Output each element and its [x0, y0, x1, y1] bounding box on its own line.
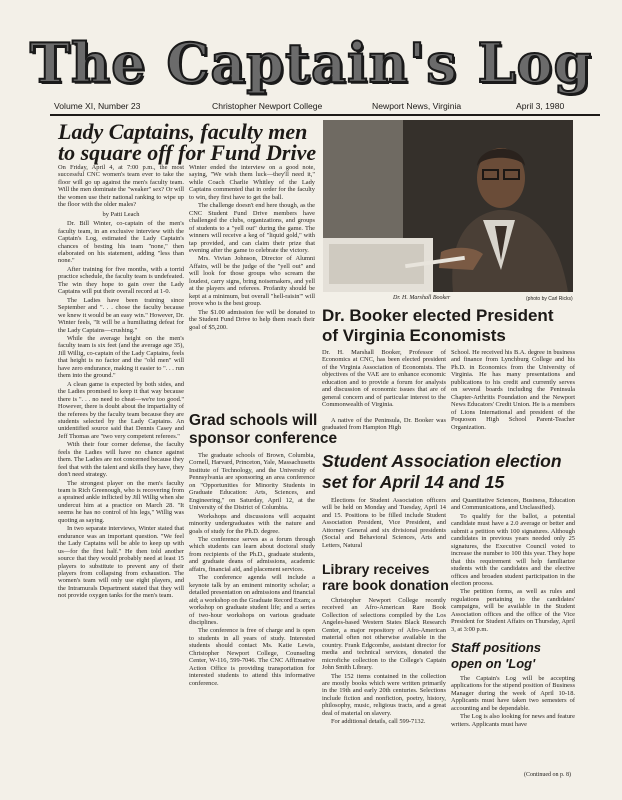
staff-body — [451, 675, 575, 771]
paragraph: With their four corner defense, the faculty feels the Ladies will have no chance against them. The Ladies are not concerned because they feel that with the talent and skills they have, they don't need strategy. — [58, 441, 184, 479]
paragraph: Winter ended the interview on a good note, saying, "We wish them luck—they'll need it," while Coach Charlie Whitley of the Lady Captains commented that in order for the faculty to win, they first have to get the ball. — [189, 164, 315, 201]
election-col-2 — [451, 497, 575, 639]
staff-headline-2: open on 'Log' — [451, 656, 536, 671]
paragraph: The 152 items contained in the collection are mostly books which were written primarily in the 19th and early 20th centuries. Selections include fiction and nonfiction, poetry, history, philosophy, music, religious tracts, and a great deal of material on slavery. — [322, 672, 446, 717]
paragraph: A clean game is expected by both sides, and the Ladies promised to keep it that way because there is ". . . no need to cheat—we're too good." However, there is doubt about the impartiality of the referees by the faculty team because they are students selected by the Lady Captains. An unidentified source said that Dennis Casey and Jeff Thomas are "two very competent referees." — [58, 380, 184, 440]
library-headline-1: Library receives — [322, 561, 430, 577]
paragraph: The conference is free of charge and is open to students in all years of study. Interested students should contact Ms. Katie Lewis, Christopher Newport College, Counseling Center, W-116, 599-7046. The CNC Affirmative Action Office is providing transportation for interested students to attend this informative conference. — [189, 627, 315, 687]
booker-photo — [323, 120, 573, 292]
paragraph: After training for five months, with a torrid practice schedule, the faculty team is undefeated. The win they hope to gain over the Lady Captains will put their overall record at 1-0. — [58, 265, 184, 296]
booker-headline-1: Dr. Booker elected President — [322, 306, 554, 325]
paragraph: On Friday, April 4, at 7:00 p.m., the most successful CNC women's team ever to take the floor will go up against the men's faculty team. Will the men dominate the "weaker" sex? Or will the women use their national ranking to wipe up the floor with the older males? — [58, 164, 184, 209]
election-col-1 — [322, 497, 446, 549]
paragraph: The Ladies have been training since September and ". . . chose the faculty because we knew it would be an easy win." However, Dr. Winter feels, "It will be a humiliating defeat for the Lady Captains—crushing." — [58, 296, 184, 334]
grad-schools-headline-2: sponsor conference — [189, 430, 338, 447]
dateline — [54, 101, 598, 113]
byline: by Patti Leach — [102, 210, 140, 218]
booker-col-2 — [451, 349, 575, 449]
staff-headline-1: Staff positions — [451, 640, 542, 655]
library-body — [322, 597, 446, 775]
paragraph: Mrs. Vivian Johnson, Director of Alumni Affairs, will be the judge of the "yell out" and will look for those groups who scream the loudest, carry signs, bring noisemakers, and yell at the players and referees. Profanity should be kept at a minimum, but overall "hell-raisin'" will prove who is the best group. — [189, 255, 315, 308]
paragraph: School. He received his B.A. degree in business and finance from Lynchburg College and his Ph.D. in Economics from the University of Virginia. He has many presentations and publications to his credit and currently serves on several boards including the Peninsula Chapter-Arthritis Foundation and the Newport News Educators' Credit Union. He is a members of Lions International and president of the Poquoson High School Parent-Teacher Organization. — [451, 349, 575, 431]
grad-schools-body — [189, 452, 315, 774]
photo-credit: (photo by Carl Ricks) — [526, 296, 573, 302]
paragraph: Dr. H. Marshall Booker, Professor of Economics at CNC, has been elected president of the Virginia Association of Economists. The objectives of the VAE are to enhance economic education and to provide a forum for analysis and discussion of economic issues that are of general concern and of particular interest to the Commonwealth of Virginia. — [322, 349, 446, 409]
paragraph: Dr. Bill Winter, co-captain of the men's faculty team, in an exclusive interview with the Captain's Log, estimated the Lady Captain's chances of besting his team "none," then elaborated on his statement, adding "less than none." — [58, 220, 184, 265]
volume-number: Volume XI, Number 23 — [54, 101, 141, 111]
photo-caption: Dr. H. Marshall Booker — [393, 295, 451, 301]
top-rule — [50, 114, 600, 116]
booker-headline-2: of Virginia Economists — [322, 326, 506, 345]
lady-captains-headline-2: to square off for Fund Drive — [58, 140, 317, 165]
college-name: Christopher Newport College — [212, 101, 323, 111]
issue-date: April 3, 1980 — [516, 101, 565, 111]
paragraph: The strongest player on the men's faculty team is Rich Greenough, who is recovering from a sprained ankle inflicted by Jill Willig when she undercut him at a practice on March 28. "It seems he has no control of his legs," Willig was quoting as saying. — [58, 479, 184, 524]
masthead-title: The Captain's Log — [29, 31, 593, 95]
paragraph: A native of the Peninsula, Dr. Booker was graduated from Hampton High — [322, 416, 446, 432]
paragraph: The petition forms, as well as rules and regulations pertaining to the candidates' campaigns, will be available in the Student Association offices and the office of the Vice President for Student Affairs on Thursday, April 3, at 3:00 p.m. — [451, 588, 575, 633]
paragraph: In two separate interviews, Winter stated that endurance was an important question. "We feel the Lady Captains will be able to keep up with us—for the first half." He then told another source that they would probably need at least 15 players to substitute to prevent any of their players from collapsing from exhaustion. The women's team will only use eight players, and the Intramurals Department stated that they will not provide oxygen tanks for the men's team. — [58, 525, 184, 600]
paragraph: Elections for Student Association officers will be held on Monday and Tuesday, April 14 and 15. Positions to be filled include Student Association President, Vice President, and Attorney General and six divisional presidents (Social and Behavioral Sciences, Arts and Letters, Natural — [322, 497, 446, 549]
election-headline-2: set for April 14 and 15 — [322, 472, 505, 492]
library-headline-2: rare book donation — [322, 577, 449, 593]
paragraph: To qualify for the ballot, a potential candidate must have a 2.0 average or better and submit a petition with 100 signatures. Although candidates in previous years needed only 25 signatures, the Executive Council voted to increase the number to 100 this year. They hope that this requirement will help familiarize students with the candidates and the elective offices and broaden student participation in the election process. — [451, 512, 575, 587]
masthead — [0, 30, 622, 96]
paragraph: For additional details, call 599-7132. — [331, 718, 426, 726]
paragraph: Workshops and discussions will acquaint minority undergraduates with the nature and goals of study for the Ph.D. degree. — [189, 512, 315, 535]
lady-captains-col-1 — [58, 164, 184, 772]
paragraph: The graduate schools of Brown, Columbia, Cornell, Harvard, Princeton, Yale, Massachusetts Institute of Technology, and the University of Pennsylvania are sponsoring an area conference on "Opportunities for Minority Students in Graduate Education: Arts, Sciences, and Engineering," on Saturday, April 12, at the University of the District of Columbia. — [189, 452, 315, 512]
paragraph: The conference serves as a forum through which students can learn about doctoral study from recipients of the Ph.D., graduate students, and graduate deans of admissions, academic affairs, financial aid, and placement services. — [189, 535, 315, 573]
paragraph: While the average height on the men's faculty team is six feet (and the average age 35), Jill Willig, co-captain of the Lady Captains, feels that height is no factor and the "old men" will have zero endurance, making it easier to ". . . run them into the ground." — [58, 334, 184, 380]
paragraph: The challenge doesn't end here though, as the CNC Student Fund Drive members have challenged the clubs, organizations, and groups of students to a "yell out" during the game. The winners will receive a keg of "liquid gold," with tap provided, and can claim their prize that evening after the game to celebrate the victory. — [189, 202, 315, 254]
paragraph: The $1.00 admission fee will be donated to the Student Fund Drive to help them reach their goal of $5,200. — [189, 308, 315, 331]
continued-note: (Continued on p. 8) — [524, 772, 571, 778]
paragraph: Christopher Newport College recently received an Afro-American Rare Book Collection of selections compiled by the Los Angeles-based Western States Black Research Center, a major repository of Afro-American material often not otherwise available in the country. Frank Edgcombe, assistant director for media and technical services, donated the microfiche collection to the College's Captain John Smith Library. — [322, 597, 446, 672]
booker-col-1 — [322, 349, 446, 449]
grad-schools-headline-1: Grad schools will — [189, 412, 318, 429]
election-headline-1: Student Association election — [322, 451, 562, 471]
paragraph: The Log is also looking for news and feature writers. Applicants must have — [451, 713, 575, 728]
paragraph: The Captain's Log will be accepting applications for the stipend position of Business Manager during the week of April 10-18. Applicants must have taken two semesters of accounting and be dependable. — [451, 675, 575, 712]
lady-captains-headline-1: Lady Captains, faculty men — [58, 119, 308, 144]
booker-photo-image — [323, 120, 573, 292]
location: Newport News, Virginia — [372, 101, 462, 111]
paragraph: The conference agenda will include a keynote talk by an eminent minority scholar; a detailed presentation on admissions and financial aid; a workshop on the Graduate Record Exam; a workshop on graduate student life; and a series of two-hour workshops on various graduate disciplines. — [189, 574, 315, 626]
lady-captains-col-2 — [189, 164, 315, 398]
paragraph: and Quantitative Sciences, Business, Education and Communications, and Unclassified). — [451, 497, 575, 512]
